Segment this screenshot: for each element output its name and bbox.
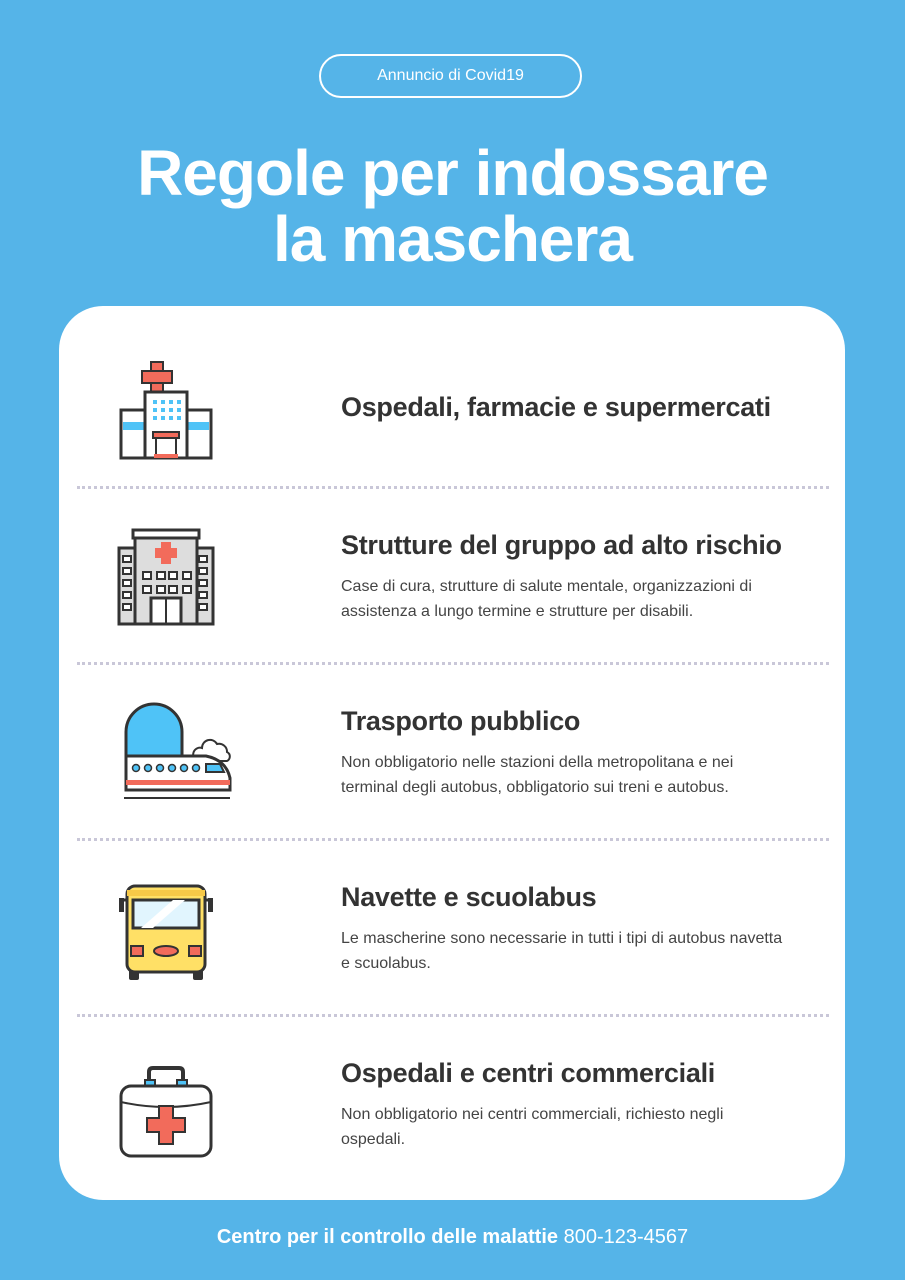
rule-description: Non obbligatorio nei centri commerciali, richiesto negli ospedali.	[341, 1106, 724, 1148]
rule-description: Case di cura, strutture di salute mentale, organizzazioni di assistenza a lungo termine e strutture per disabili.	[341, 578, 752, 620]
divider	[77, 486, 829, 489]
page-title	[0, 137, 905, 275]
footer-organization: Centro per il controllo delle malattie	[216, 1226, 559, 1248]
rules-card	[59, 306, 845, 1200]
rule-heading: Navette e scuolabus	[341, 882, 597, 912]
divider	[77, 838, 829, 841]
divider	[77, 1014, 829, 1017]
footer-contact	[0, 1226, 905, 1249]
rule-heading: Ospedali, farmacie e supermercati	[341, 392, 771, 422]
rule-heading: Strutture del gruppo ad alto rischio	[341, 530, 782, 560]
rule-description: Non obbligatorio nelle stazioni della metropolitana e nei terminal degli autobus, obbligatorio sui treni e autobus.	[341, 754, 734, 796]
announcement-badge: Annuncio di Covid19	[319, 54, 582, 98]
title-line-1: Regole per indossare	[137, 137, 768, 209]
bus-icon	[111, 874, 221, 984]
title-line-2: la maschera	[272, 203, 633, 275]
building-icon	[111, 522, 221, 632]
divider	[77, 662, 829, 665]
hospital-icon	[111, 356, 221, 466]
rule-description: Le mascherine sono necessarie in tutti i tipi di autobus navetta e scuolabus.	[341, 930, 783, 972]
rule-heading: Ospedali e centri commerciali	[341, 1058, 715, 1088]
first-aid-kit-icon	[111, 1060, 221, 1170]
rule-heading: Trasporto pubblico	[341, 706, 581, 736]
train-icon	[111, 702, 221, 812]
footer-phone[interactable]: 800-123-4567	[563, 1226, 689, 1248]
